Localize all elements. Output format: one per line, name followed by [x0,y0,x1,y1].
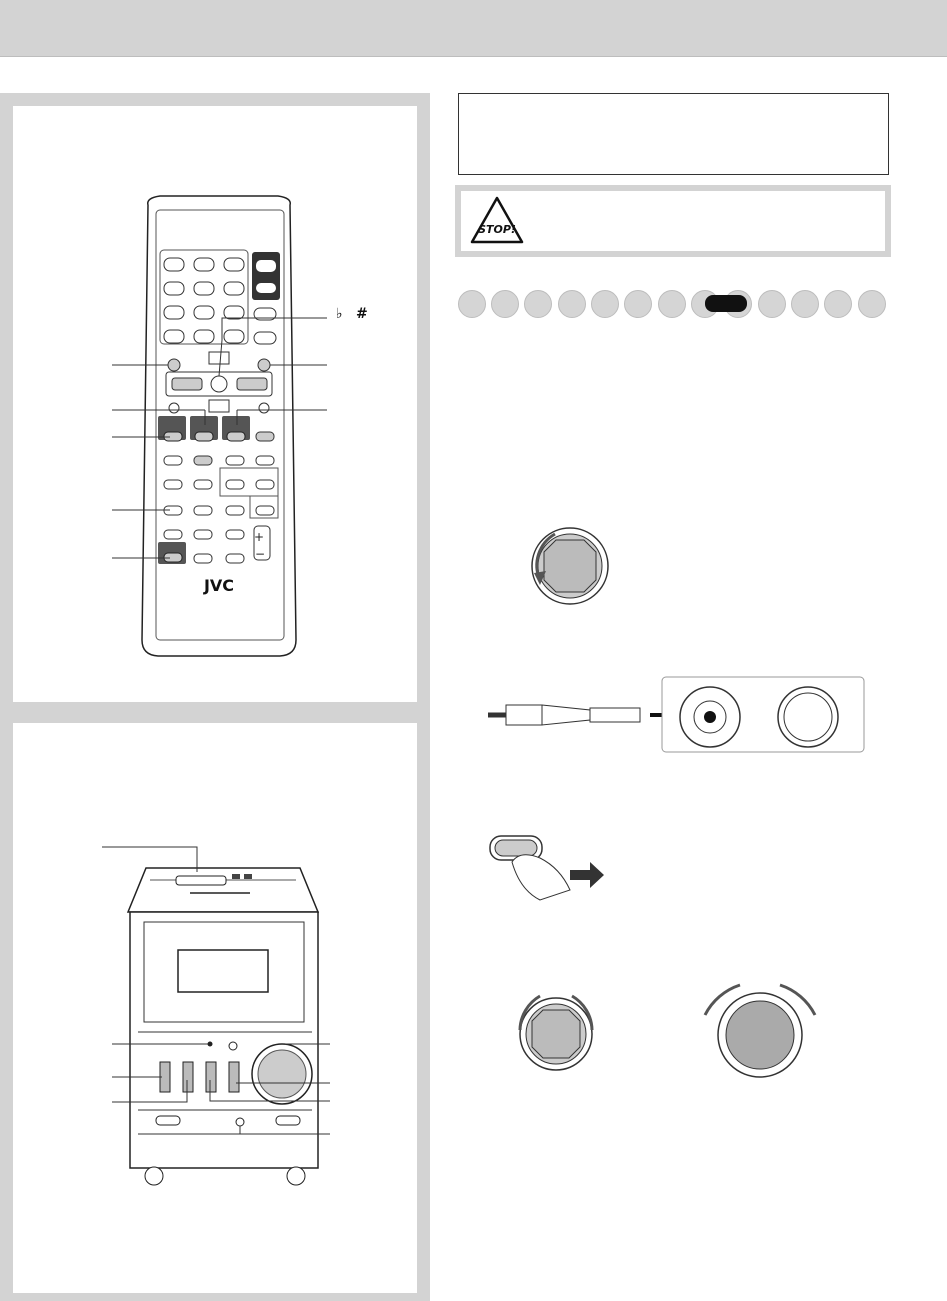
volume-dial-icon [705,985,815,1077]
flat-symbol: ♭ [336,306,343,322]
minus-symbol: − [255,547,266,561]
jvc-logo: JVC [203,576,235,595]
rotate-knob-icon [520,996,592,1070]
sharp-symbol: # [356,306,368,322]
press-button-icon [490,836,604,900]
function-knob-icon [532,528,608,604]
plus-symbol: + [254,530,265,544]
stop-icon-text: STOP! [478,223,516,236]
